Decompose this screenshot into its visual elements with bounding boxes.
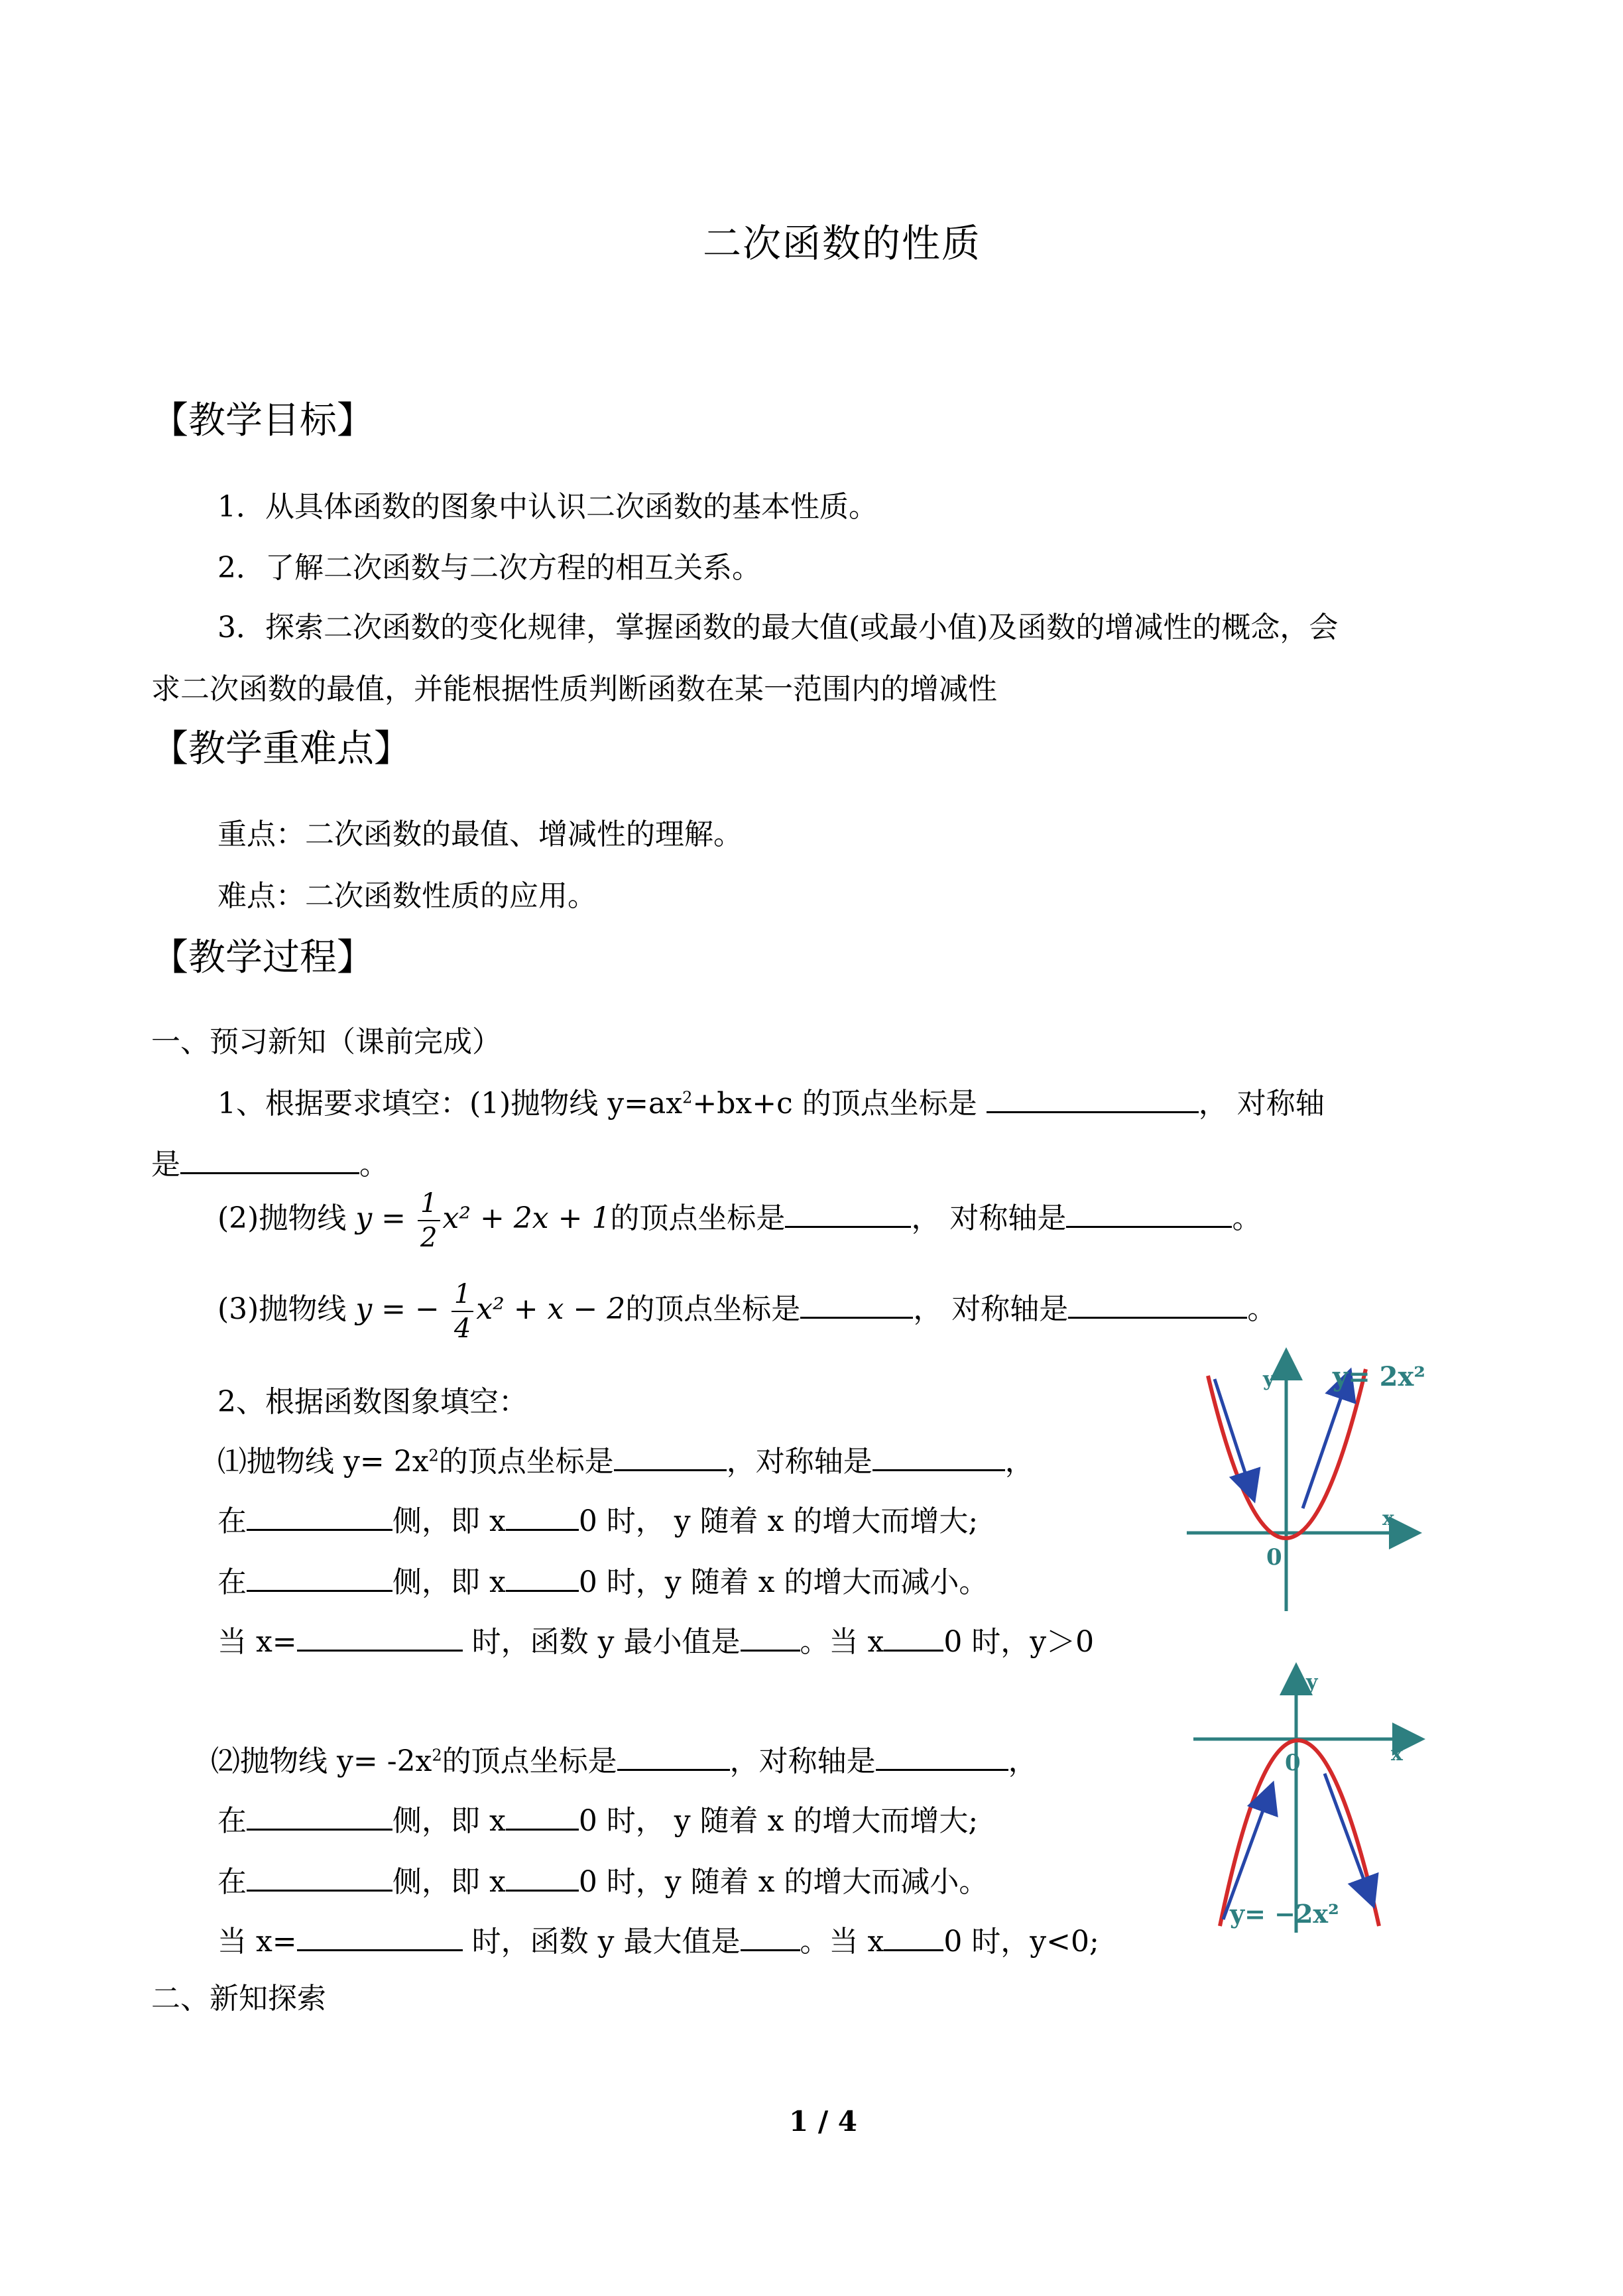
- q2b-line1: ⑵抛物线 $y= -2x^2$的顶点坐标是 ，对称轴是 ，: [211, 1737, 1038, 1780]
- answer-blank[interactable]: [247, 1802, 392, 1831]
- focus-point: 重点：二次函数的最值、增减性的理解。: [217, 817, 743, 851]
- answer-blank[interactable]: [180, 1146, 359, 1174]
- part1-heading: 一、预习新知（课前完成）: [151, 1025, 501, 1059]
- answer-blank[interactable]: [800, 1290, 913, 1319]
- section-process: 【教学过程】: [151, 936, 374, 979]
- answer-blank[interactable]: [884, 1623, 943, 1652]
- goal-3-cont: 求二次函数的最值，并能根据性质判断函数在某一范围内的增减性: [151, 672, 997, 706]
- answer-blank[interactable]: [741, 1623, 800, 1652]
- origin-label: 0: [1285, 1750, 1301, 1776]
- graph-downward-parabola: [1180, 1661, 1432, 1939]
- answer-blank[interactable]: [506, 1863, 579, 1892]
- q1-sub2: (2)抛物线 y = $\frac{1}{2}$ x² + 2x + 1的顶点坐标是 ， 对称轴是 。: [217, 1187, 1262, 1253]
- q2a-line2: 在 侧，即 x 0 时， y 随着 x 的增大而增大;: [217, 1497, 978, 1540]
- part2-heading: 二、新知探索: [151, 1982, 326, 2016]
- q2a-line3: 在 侧，即 x 0 时，y 随着 x 的增大而减小。: [217, 1558, 988, 1601]
- goal-3: 3．探索二次函数的变化规律，掌握函数的最大值(或最小值)及函数的增减性的概念，会: [217, 611, 1339, 644]
- page-number: 1 / 4: [789, 2105, 858, 2138]
- answer-blank[interactable]: [741, 1923, 800, 1951]
- answer-blank[interactable]: [617, 1742, 730, 1771]
- goal-1: 1．从具体函数的图象中认识二次函数的基本性质。: [217, 490, 878, 524]
- q2b-line4: 当 x= 时，函数 y 最大值是 。当 x 0 时，y<0;: [217, 1917, 1099, 1960]
- answer-blank[interactable]: [1068, 1290, 1247, 1319]
- answer-blank[interactable]: [614, 1443, 727, 1471]
- q1-line1: 1、根据要求填空：(1)抛物线 $y=ax^2+bx+c$ 的顶点坐标是 ， 对称轴: [217, 1079, 1325, 1122]
- answer-blank[interactable]: [1066, 1199, 1232, 1228]
- graph-upward-parabola: [1180, 1339, 1432, 1618]
- answer-blank[interactable]: [785, 1199, 911, 1228]
- answer-blank[interactable]: [297, 1923, 463, 1951]
- section-goals: 【教学目标】: [151, 399, 374, 442]
- answer-blank[interactable]: [297, 1623, 463, 1652]
- answer-blank[interactable]: [506, 1502, 579, 1531]
- q2b-line3: 在 侧，即 x 0 时，y 随着 x 的增大而减小。: [217, 1858, 988, 1900]
- fraction: $\frac{1}{4}$: [451, 1278, 473, 1345]
- x-label: x: [1382, 1507, 1394, 1530]
- page-title: 二次函数的性质: [703, 221, 982, 266]
- q1-line2: 是 。: [151, 1140, 389, 1183]
- q2b-line2: 在 侧，即 x 0 时， y 随着 x 的增大而增大;: [217, 1797, 978, 1839]
- answer-blank[interactable]: [876, 1742, 1008, 1771]
- answer-blank[interactable]: [247, 1502, 392, 1531]
- x-label: x: [1391, 1742, 1403, 1766]
- q2a-line1: ⑴抛物线 $y= 2x^2$的顶点坐标是 ，对称轴是 ，: [217, 1437, 1034, 1480]
- answer-blank[interactable]: [506, 1563, 579, 1592]
- origin-label: 0: [1266, 1544, 1282, 1571]
- decreasing-arrow: [1325, 1774, 1372, 1903]
- answer-blank[interactable]: [506, 1802, 579, 1831]
- increasing-arrow: [1303, 1374, 1349, 1508]
- answer-blank[interactable]: [247, 1863, 392, 1892]
- decreasing-arrow: [1215, 1379, 1253, 1497]
- section-key-points: 【教学重难点】: [151, 727, 411, 770]
- function-label: y= −2x²: [1230, 1899, 1339, 1929]
- y-label: y: [1306, 1671, 1318, 1694]
- goal-2: 2．了解二次函数与二次方程的相互关系。: [217, 551, 761, 585]
- q1-sub3: (3)抛物线 y = − $\frac{1}{4}$ x² + x − 2的顶点坐标是 ， 对称轴是 。: [217, 1278, 1277, 1344]
- y-label: y: [1263, 1368, 1275, 1391]
- q2-heading: 2、根据函数图象填空：: [217, 1385, 528, 1419]
- answer-blank[interactable]: [872, 1443, 1005, 1471]
- function-label: y= 2x²: [1333, 1361, 1425, 1392]
- difficulty-point: 难点：二次函数性质的应用。: [217, 879, 597, 913]
- answer-blank[interactable]: [247, 1563, 392, 1592]
- answer-blank[interactable]: [884, 1923, 943, 1951]
- q2a-line4: 当 x= 时，函数 y 最小值是 。当 x 0 时，y＞0: [217, 1618, 1094, 1660]
- answer-blank[interactable]: [987, 1085, 1199, 1113]
- fraction: $\frac{1}{2}$: [418, 1187, 440, 1254]
